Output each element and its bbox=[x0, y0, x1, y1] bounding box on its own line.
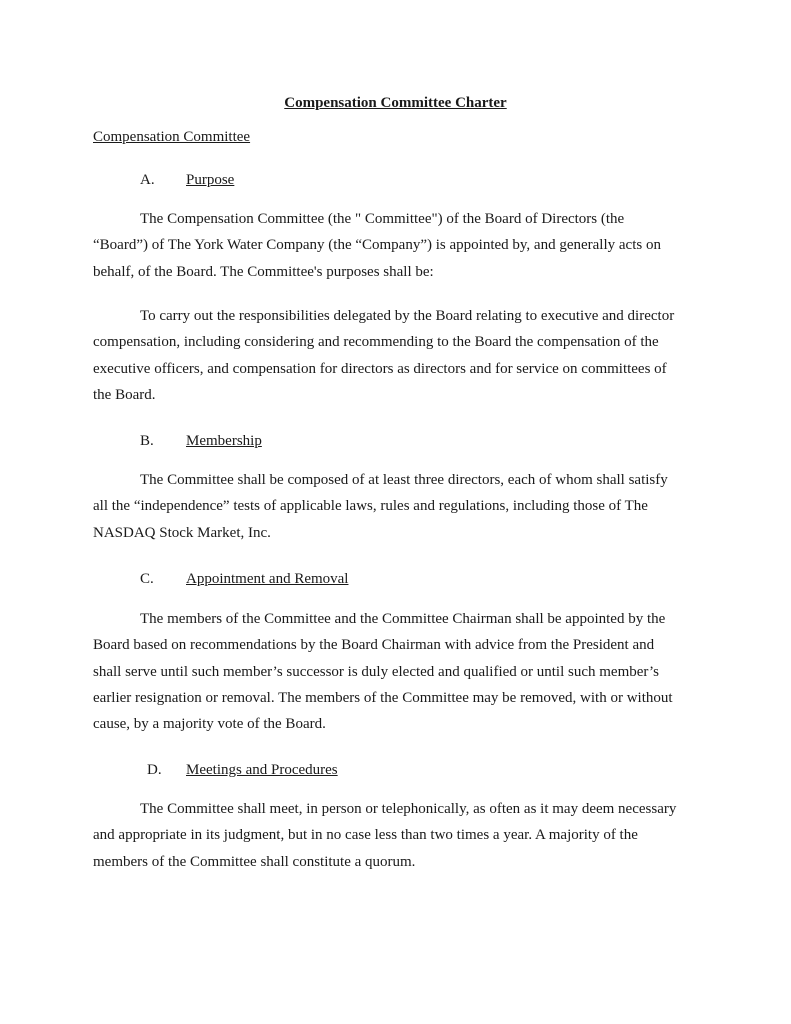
paragraph-line: executive officers, and compensation for directors as directors and for service on committees of bbox=[93, 360, 667, 377]
paragraph-line: behalf, of the Board. The Committee's purposes shall be: bbox=[93, 263, 434, 280]
paragraph-line: members of the Committee shall constitute a quorum. bbox=[93, 853, 416, 870]
paragraph-line: The Committee shall be composed of at least three directors, each of whom shall satisfy bbox=[140, 472, 668, 488]
document-subtitle: Compensation Committee bbox=[93, 129, 251, 145]
section-c-title: Appointment and Removal bbox=[186, 571, 349, 587]
section-b-letter: B. bbox=[140, 433, 154, 449]
paragraph-line: The Committee shall meet, in person or telephonically, as often as it may deem necessary bbox=[140, 801, 677, 817]
section-d-letter: D. bbox=[147, 762, 162, 778]
paragraph-line: To carry out the responsibilities delegated by the Board relating to executive and director bbox=[140, 308, 675, 324]
section-a-letter: A. bbox=[140, 172, 155, 188]
document-title: Compensation Committee Charter bbox=[284, 95, 507, 111]
section-c-paragraph-1 bbox=[93, 606, 693, 737]
paragraph-line: all the “independence” tests of applicable laws, rules and regulations, including those of The bbox=[93, 498, 648, 515]
section-c-letter: C. bbox=[140, 571, 154, 587]
section-d-paragraph-1 bbox=[93, 796, 693, 875]
paragraph-line: “Board”) of The York Water Company (the “Company”) is appointed by, and generally acts on bbox=[93, 237, 661, 254]
paragraph-line: the Board. bbox=[93, 386, 156, 403]
paragraph-line: Board based on recommendations by the Board Chairman with advice from the President and bbox=[93, 637, 655, 654]
section-a-title: Purpose bbox=[186, 172, 235, 188]
paragraph-line: shall serve until such member’s successor is duly elected and qualified or until such member’s bbox=[93, 663, 659, 680]
section-a-paragraph-1 bbox=[93, 206, 693, 285]
paragraph-line: earlier resignation or removal. The members of the Committee may be removed, with or without bbox=[93, 689, 673, 706]
paragraph-line: and appropriate in its judgment, but in no case less than two times a year. A majority of the bbox=[93, 827, 638, 844]
paragraph-line: cause, by a majority vote of the Board. bbox=[93, 716, 326, 733]
paragraph-line: The members of the Committee and the Committee Chairman shall be appointed by the bbox=[140, 611, 666, 627]
section-d-title: Meetings and Procedures bbox=[186, 762, 338, 778]
paragraph-line: NASDAQ Stock Market, Inc. bbox=[93, 524, 271, 541]
section-b-paragraph-1 bbox=[93, 467, 693, 546]
paragraph-line: compensation, including considering and recommending to the Board the compensation of the bbox=[93, 334, 659, 351]
section-a-paragraph-2 bbox=[93, 303, 693, 408]
section-b-title: Membership bbox=[186, 433, 262, 449]
paragraph-line: The Compensation Committee (the " Committee") of the Board of Directors (the bbox=[140, 211, 625, 227]
